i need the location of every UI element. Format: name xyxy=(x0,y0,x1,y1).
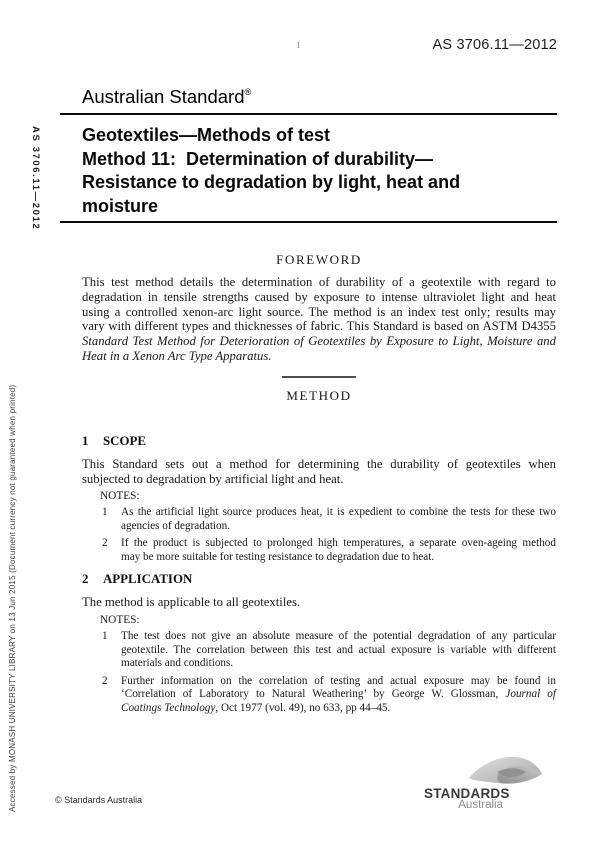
paragraph-line-italic: Standard Test Method for Deterioration of Geotextiles by Exposure to Light, Moisture and xyxy=(82,334,556,349)
note-line xyxy=(121,702,556,716)
note-number: 1 xyxy=(102,630,108,643)
section-heading-application xyxy=(82,572,556,587)
title-line: moisture xyxy=(82,195,159,216)
paragraph-line: using a controlled xenon-arc light source. The method is an index test only; results may xyxy=(82,304,556,319)
title-line: Geotextiles—Methods of test xyxy=(82,125,331,145)
note-item xyxy=(100,537,556,564)
note-item xyxy=(100,630,556,671)
notes-block xyxy=(100,490,556,564)
foreword-divider xyxy=(282,376,356,378)
brand-title xyxy=(82,86,251,108)
brand-name: Australian Standard xyxy=(82,86,245,107)
section-body xyxy=(82,457,556,487)
foreword-paragraph xyxy=(82,275,556,364)
note-line-roman: , Oct 1977 (vol. 49), no 633, pp 44–45. xyxy=(215,701,391,714)
notes-block xyxy=(100,614,556,715)
main-content xyxy=(82,252,556,715)
copyright-notice: © Standards Australia xyxy=(55,795,143,805)
note-text xyxy=(121,630,556,671)
note-text xyxy=(121,506,556,533)
note-line-italic: Coatings Technology xyxy=(121,701,216,714)
note-line: Further information on the correlation of testing and actual exposure may be found in xyxy=(121,674,556,687)
standards-australia-logo xyxy=(424,754,554,814)
notes-label: NOTES: xyxy=(100,490,140,503)
section-title: SCOPE xyxy=(103,433,146,448)
logo-text-standards: STANDARDS xyxy=(424,786,510,801)
note-line: As the artificial light source produces heat, it is expedient to combine the tests for these two xyxy=(121,506,556,519)
note-line xyxy=(121,688,556,702)
vertical-document-code: AS 3706.11—2012 xyxy=(30,126,41,231)
note-text xyxy=(121,675,556,716)
section-number: 2 xyxy=(82,572,89,587)
paragraph-line: degradation in tensile strengths caused by exposure to intense ultraviolet light and heat xyxy=(82,289,556,304)
note-item xyxy=(100,506,556,533)
note-text xyxy=(121,537,556,564)
logo-text-australia: Australia xyxy=(458,799,503,811)
section-title: APPLICATION xyxy=(103,572,193,587)
page-number: 1 xyxy=(296,40,301,50)
masthead-rule-bottom xyxy=(60,221,557,223)
section-heading-scope xyxy=(82,434,556,449)
paragraph-line: subjected to degradation by artificial light and heat. xyxy=(82,471,344,486)
title-line: Resistance to degradation by light, heat and xyxy=(82,172,461,193)
note-item xyxy=(100,675,556,716)
note-number: 2 xyxy=(102,537,108,550)
vertical-access-note: Accessed by MONASH UNIVERSITY LIBRARY on 13 Jun 2015 (Document currency not guaranteed when printed) xyxy=(8,384,17,812)
paragraph-line: This test method details the determination of durability of a geotextile with regard to xyxy=(82,275,556,289)
note-line-italic: Journal of xyxy=(505,688,557,701)
foreword-heading: FOREWORD xyxy=(276,252,362,267)
note-number: 1 xyxy=(102,506,108,519)
paragraph-line-italic: Heat in a Xenon Arc Type Apparatus. xyxy=(82,348,272,363)
section-body xyxy=(82,595,556,610)
note-number: 2 xyxy=(102,674,108,687)
note-line: geotextile. The correlation between this test and actual exposure is variable with different xyxy=(121,643,556,656)
section-number: 1 xyxy=(82,433,89,448)
masthead-rule-top xyxy=(60,113,557,115)
swoosh-icon xyxy=(468,755,544,787)
paragraph-line: The method is applicable to all geotextiles. xyxy=(82,595,301,610)
paragraph-line: This Standard sets out a method for determining the durability of geotextiles when xyxy=(82,456,556,471)
notes-label: NOTES: xyxy=(100,614,140,627)
method-heading: METHOD xyxy=(286,387,352,403)
document-code-header: AS 3706.11—2012 xyxy=(432,37,557,53)
title-line: Method 11: Determination of durability— xyxy=(82,148,434,169)
paragraph-line: vary with different types and thicknesses of fabric. This Standard is based on ASTM D4355 xyxy=(82,319,556,334)
registered-trademark-symbol: ® xyxy=(244,87,252,97)
note-line: If the product is subjected to prolonged high temperatures, a separate oven-ageing method xyxy=(121,537,556,550)
note-line: The test does not give an absolute measure of the potential degradation of any particular xyxy=(121,630,556,643)
note-line: may be more suitable for testing resistance to degradation due to heat. xyxy=(121,550,435,563)
note-line: agencies of degradation. xyxy=(121,519,231,532)
note-line-roman: ‘Correlation of Laboratory to Natural Weathering’ by George W. Glossman, xyxy=(121,688,506,701)
note-line: materials and conditions. xyxy=(121,657,234,670)
standard-title xyxy=(82,124,568,218)
